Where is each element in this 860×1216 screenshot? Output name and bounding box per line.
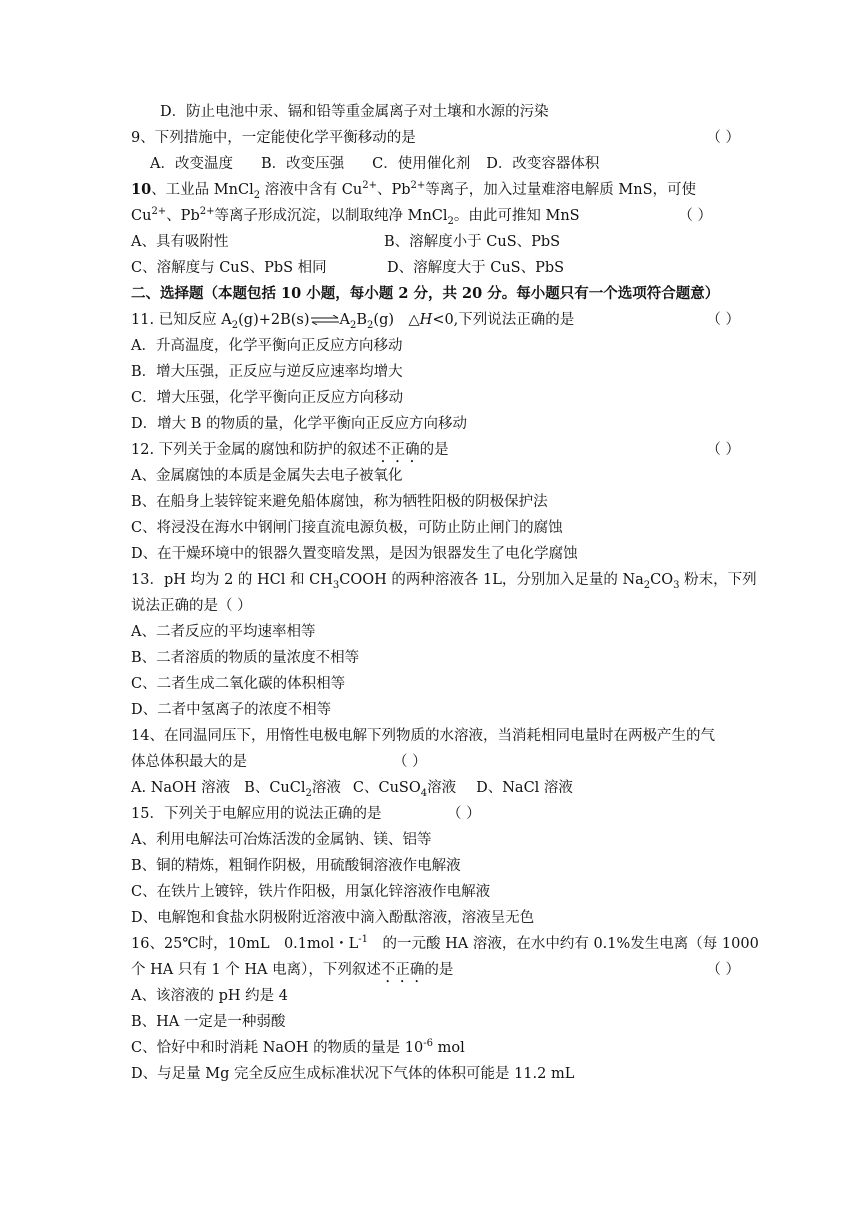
q13-option-c: C、二者生成二氧化碳的体积相等 [131,676,346,692]
q12-option-b: B、在船身上装锌锭来避免船体腐蚀，称为牺牲阳极的阴极保护法 [131,494,548,510]
answer-paren: （ ） [706,962,740,978]
q15-option-c: C、在铁片上镀锌，铁片作阳极，用氯化锌溶液作电解液 [131,884,491,900]
answer-paren: （ ） [706,442,740,458]
equilibrium-arrow-icon [310,315,340,325]
q10-option-c: C、溶解度与 CuS、PbS 相同 [131,260,327,276]
q9-options [150,154,740,174]
q15-stem: 15．下列关于电解应用的说法正确的是 （ ） [131,806,481,822]
q14-stem-line1: 14、在同温同压下，用惰性电极电解下列物质的水溶液，当消耗相同电量时在两极产生的气 [131,728,715,744]
answer-paren: （ ） [393,754,427,770]
q12-option-d: D、在干燥环境中的银器久置变暗发黑，是因为银器发生了电化学腐蚀 [131,546,578,562]
emphasis-not-correct: 不正确 [380,962,425,978]
q16-stem-line1: 16、25℃时，10mL 0.1mol・$L^{-1}$ 的一元酸 HA 溶液，在水中约有 0.1%发生电离（每 1000 [131,934,759,952]
q9-option-b: B．改变压强 [260,156,345,172]
answer-paren: （ ） [678,208,712,224]
q10-option-a: A、具有吸附性 [131,234,229,250]
q13-stem-line2: 说法正确的是（ ） [131,598,252,614]
section-heading: 二、选择题（本题包括 10 小题，每小题 2 分，共 20 分。每小题只有一个选项符合题意） [131,285,720,302]
q10-option-d: D、溶解度大于 CuS、PbS [387,260,565,276]
q14-option-d: D、NaCl 溶液 [476,780,573,796]
q10-stem-line1: 10、工业品 MnCl$_2$ 溶液中含有 $Cu^{2+}$、$Pb^{2+}$等离子，加入过量难溶电解质 MnS，可使 [131,180,697,201]
q14-option-c: C、CuSO$_4$溶液 [352,780,457,799]
q14-stem-line2: 体总体积最大的是 （ ） [131,754,427,770]
q11-option-a: A．升高温度，化学平衡向正反应方向移动 [131,338,403,354]
q10-option-b: B、溶解度小于 CuS、PbS [384,234,561,250]
q9-stem: 9、下列措施中，一定能使化学平衡移动的是 （ ） [131,130,740,146]
emphasis-not-correct: 不正确 [376,442,420,458]
q9-option-d: D．改变容器体积 [486,156,600,172]
q9-option-a: A．改变温度 [150,156,233,172]
q15-option-b: B、铜的精炼，粗铜作阴极，用硫酸铜溶液作电解液 [131,858,461,874]
q14-option-a: A. NaOH 溶液 [131,780,231,796]
q10-options-row1 [131,232,740,252]
q13-option-d: D、二者中氢离子的浓度不相等 [131,702,332,718]
q10-stem-line2: $Cu^{2+}$、$Pb^{2+}$等离子形成沉淀，以制取纯净 MnCl$_2$。由此可推知 MnS （ ） [131,206,712,227]
q11-option-b: B．增大压强，正反应与逆反应速率均增大 [131,364,403,380]
q13-option-a: A、二者反应的平均速率相等 [131,624,316,640]
answer-paren: （ ） [706,130,740,146]
q8-option-d: D．防止电池中汞、镉和铅等重金属离子对土壤和水源的污染 [160,104,549,120]
q11-option-d: D．增大 B 的物质的量，化学平衡向正反应方向移动 [131,416,467,432]
answer-paren: （ ） [447,806,481,822]
q15-option-d: D、电解饱和食盐水阴极附近溶液中滴入酚酞溶液，溶液呈无色 [131,910,535,926]
q16-stem-line2: 个 HA 只有 1 个 HA 电离），下列叙述不正确的是 （ ） [131,962,740,978]
q11-option-c: C．增大压强，化学平衡向正反应方向移动 [131,390,404,406]
answer-paren: （ ） [706,312,740,328]
q16-option-c: C、恰好中和时消耗 NaOH 的物质的量是 $10^{-6}$ mol [131,1038,465,1056]
q15-option-a: A、利用电解法可冶炼活泼的金属钠、镁、铝等 [131,832,432,848]
q13-option-b: B、二者溶质的物质的量浓度不相等 [131,650,360,666]
q16-option-a: A、该溶液的 pH 约是 4 [131,988,288,1004]
q11-stem: 11. 已知反应 $A_2(g)+2B(s)$ $A_2B_2(g)$ △H<0,下列说法正确的是 （ ） [131,312,740,331]
q12-stem: 12. 下列关于金属的腐蚀和防护的叙述不正确的是 （ ） [131,442,740,458]
q10-options-row2 [131,258,740,278]
q14-option-b: B、CuCl$_2$溶液 [244,780,341,799]
q9-option-c: C．使用催化剂 [372,156,471,172]
q14-options [131,778,740,798]
q16-option-b: B、HA 一定是一种弱酸 [131,1014,286,1030]
q12-option-c: C、将浸没在海水中钢闸门接直流电源负极，可防止防止闸门的腐蚀 [131,520,563,536]
q13-stem-line1: 13．pH 均为 2 的 HCl 和 $CH_3COOH$ 的两种溶液各 1L，分别加入足量的 $Na_2CO_3$ 粉末，下列 [131,572,757,591]
q12-option-a: A、金属腐蚀的本质是金属失去电子被氧化 [131,468,403,484]
q16-option-d: D、与足量 Mg 完全反应生成标准状况下气体的体积可能是 11.2 mL [131,1066,575,1082]
